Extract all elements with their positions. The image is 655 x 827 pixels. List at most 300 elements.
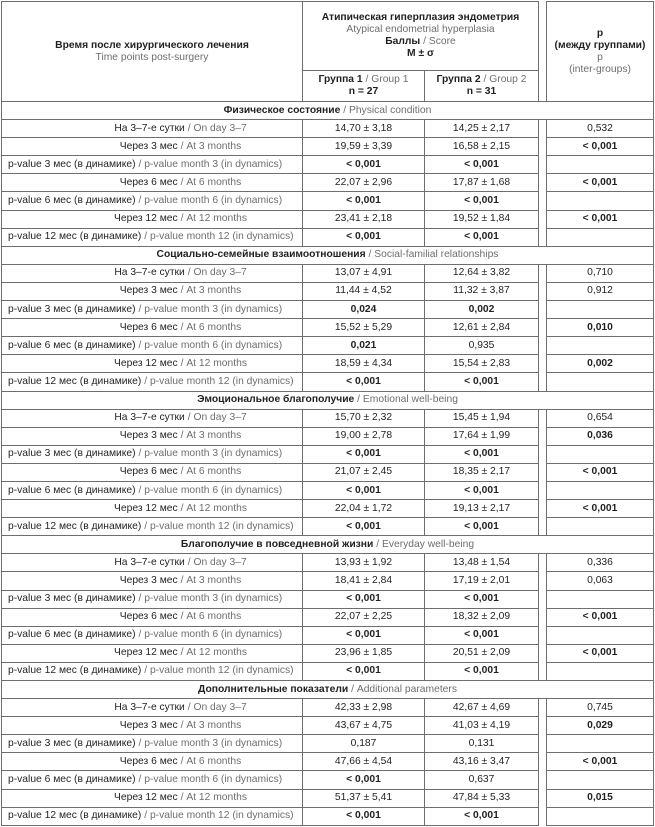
p-dynamics-row — [2, 192, 654, 210]
section-row — [2, 246, 654, 264]
group2-value: 13,48 ± 1,54 — [425, 554, 539, 572]
row-label-ru: Через 12 мес — [114, 213, 178, 225]
group1-value: 14,70 ± 3,18 — [303, 120, 425, 138]
row-label — [2, 500, 303, 518]
row-label-ru: p-value 3 мес (в динамике) — [8, 593, 136, 605]
row-label-en: p-value month 3 (in dynamics) — [144, 448, 283, 460]
p-value: < 0,001 — [547, 138, 654, 156]
row-label-en: p-value month 6 (in dynamics) — [144, 484, 283, 496]
slash: / — [180, 755, 184, 767]
p-dynamics-row — [2, 337, 654, 355]
slash: / — [357, 394, 361, 406]
slash: / — [144, 231, 148, 243]
row-label-ru: Через 3 мес — [119, 140, 178, 152]
gap-cell — [539, 572, 547, 590]
slash: / — [180, 719, 184, 731]
p-value — [547, 337, 654, 355]
p-dynamics-row — [2, 626, 654, 644]
group2-value: 47,84 ± 5,33 — [425, 789, 539, 807]
section-title — [2, 102, 654, 120]
row-label — [2, 789, 303, 807]
p-dynamics-row — [2, 771, 654, 789]
gap-cell — [539, 192, 547, 210]
gap-cell — [539, 138, 547, 156]
row-label-en: At 12 months — [186, 357, 247, 369]
row-label-en: At 6 months — [186, 466, 242, 478]
section-title — [2, 681, 654, 699]
group1-value: 0,187 — [303, 735, 425, 753]
p-value — [547, 807, 654, 825]
row-label-en: At 6 months — [186, 321, 242, 333]
p-value: 0,710 — [547, 264, 654, 282]
p-value: 0,532 — [547, 120, 654, 138]
p-dynamics-row — [2, 807, 654, 825]
gap-cell — [539, 373, 547, 391]
time-point-row — [2, 608, 654, 626]
row-label — [2, 228, 303, 246]
p-value — [547, 590, 654, 608]
row-label-en: At 12 months — [186, 647, 247, 659]
row-label-en: At 3 months — [186, 719, 242, 731]
gap-cell — [539, 500, 547, 518]
group2-value: 0,131 — [425, 735, 539, 753]
row-label-en: p-value month 12 (in dynamics) — [149, 810, 294, 822]
row-label-ru: На 3–7-е сутки — [114, 701, 185, 713]
p-value: 0,745 — [547, 699, 654, 717]
p-value: 0,029 — [547, 717, 654, 735]
p-dynamics-row — [2, 662, 654, 680]
group1-value: < 0,001 — [303, 156, 425, 174]
p-value: 0,036 — [547, 427, 654, 445]
row-label — [2, 481, 303, 499]
row-label-ru: Через 6 мес — [119, 755, 178, 767]
group2-value: 17,87 ± 1,68 — [425, 174, 539, 192]
section-title-ru: Благополучие в повседневной жизни — [180, 538, 374, 550]
row-label-ru: На 3–7-е сутки — [114, 122, 185, 134]
row-label-en: p-value month 12 (in dynamics) — [149, 520, 294, 532]
slash: / — [483, 74, 487, 85]
section-title-en: Physical condition — [348, 104, 432, 116]
group2-value: 43,16 ± 3,47 — [425, 753, 539, 771]
group1-value: 0,021 — [303, 337, 425, 355]
group2-title — [428, 74, 535, 86]
group2-value: 41,03 ± 4,19 — [425, 717, 539, 735]
row-label-en: At 6 months — [186, 176, 242, 188]
p-value: < 0,001 — [547, 210, 654, 228]
section-title-ru: Социально-семейные взаимоотношения — [156, 249, 366, 261]
slash: / — [138, 484, 142, 496]
p-label-en-p: p — [597, 51, 603, 63]
p-label-ru: (между группами) — [554, 39, 646, 51]
group1-value: 42,33 ± 2,98 — [303, 699, 425, 717]
section-title-en: Additional parameters — [356, 683, 457, 695]
slash: / — [138, 774, 142, 786]
group2-value: < 0,001 — [425, 807, 539, 825]
p-value — [547, 662, 654, 680]
gap-cell — [539, 699, 547, 717]
gap-cell — [539, 481, 547, 499]
group2-value: < 0,001 — [425, 373, 539, 391]
group1-title — [306, 74, 421, 86]
row-label-en: p-value month 6 (in dynamics) — [144, 774, 283, 786]
row-label-ru: p-value 12 мес (в динамике) — [8, 810, 142, 822]
row-label — [2, 662, 303, 680]
row-label — [2, 264, 303, 282]
group1-value: 22,04 ± 1,72 — [303, 500, 425, 518]
row-label — [2, 301, 303, 319]
p-dynamics-row — [2, 518, 654, 536]
row-label-ru: Через 12 мес — [114, 647, 178, 659]
time-point-row — [2, 174, 654, 192]
row-label-ru: Через 3 мес — [119, 285, 178, 297]
p-dynamics-row — [2, 590, 654, 608]
row-label-ru: p-value 3 мес (в динамике) — [8, 737, 136, 749]
section-title-ru: Дополнительные показатели — [198, 683, 349, 695]
group1-value: 21,07 ± 2,45 — [303, 463, 425, 481]
section-title — [2, 536, 654, 554]
slash: / — [180, 176, 184, 188]
row-label-en: p-value month 6 (in dynamics) — [144, 339, 283, 351]
time-point-row — [2, 427, 654, 445]
p-dynamics-row — [2, 156, 654, 174]
row-label-en: On day 3–7 — [193, 267, 247, 279]
group1-value: < 0,001 — [303, 626, 425, 644]
row-label-ru: p-value 3 мес (в динамике) — [8, 448, 136, 460]
row-label-en: At 3 months — [186, 430, 242, 442]
row-label-ru: Через 6 мес — [119, 611, 178, 623]
p-value — [547, 373, 654, 391]
group2-value: 0,002 — [425, 301, 539, 319]
section-title-ru: Эмоциональное благополучие — [197, 394, 355, 406]
p-value: < 0,001 — [547, 500, 654, 518]
row-label — [2, 626, 303, 644]
row-label-en: On day 3–7 — [193, 412, 247, 424]
section-row — [2, 681, 654, 699]
p-value: < 0,001 — [547, 174, 654, 192]
row-label-ru: Через 3 мес — [119, 574, 178, 586]
time-point-row — [2, 409, 654, 427]
group1-value: < 0,001 — [303, 192, 425, 210]
group1-value: 18,41 ± 2,84 — [303, 572, 425, 590]
time-point-row — [2, 554, 654, 572]
gap-cell — [539, 210, 547, 228]
row-label-en: At 6 months — [186, 611, 242, 623]
gap-cell — [539, 355, 547, 373]
p-value: < 0,001 — [547, 463, 654, 481]
row-label-en: At 12 months — [186, 502, 247, 514]
gap-cell — [539, 608, 547, 626]
slash: / — [423, 36, 426, 47]
row-label — [2, 156, 303, 174]
row-label-ru: p-value 6 мес (в динамике) — [8, 484, 136, 496]
row-label — [2, 554, 303, 572]
row-label — [2, 319, 303, 337]
p-dynamics-row — [2, 735, 654, 753]
section-title — [2, 391, 654, 409]
row-label-ru: На 3–7-е сутки — [114, 412, 185, 424]
group2-value: 17,19 ± 2,01 — [425, 572, 539, 590]
group1-value: 23,41 ± 2,18 — [303, 210, 425, 228]
score-en: Score — [428, 36, 456, 47]
group1-value: 19,59 ± 3,39 — [303, 138, 425, 156]
row-label — [2, 373, 303, 391]
group2-value: 12,64 ± 3,82 — [425, 264, 539, 282]
slash: / — [138, 339, 142, 351]
group2-header — [425, 71, 539, 102]
row-label-ru: Через 3 мес — [119, 719, 178, 731]
group2-value: 0,935 — [425, 337, 539, 355]
row-label — [2, 463, 303, 481]
group1-ru: Группа 1 — [318, 74, 363, 85]
gap-cell — [539, 427, 547, 445]
group1-n: n = 27 — [348, 86, 379, 97]
time-point-row — [2, 753, 654, 771]
row-label — [2, 699, 303, 717]
row-label-ru: Через 6 мес — [119, 176, 178, 188]
group1-value: 47,66 ± 4,54 — [303, 753, 425, 771]
row-label — [2, 174, 303, 192]
row-label — [2, 120, 303, 138]
slash: / — [187, 412, 191, 424]
row-label-ru: Через 12 мес — [114, 792, 178, 804]
time-point-row — [2, 120, 654, 138]
p-value: 0,912 — [547, 282, 654, 300]
time-point-row — [2, 319, 654, 337]
section-row — [2, 391, 654, 409]
group1-value: 19,00 ± 2,78 — [303, 427, 425, 445]
time-point-row — [2, 500, 654, 518]
row-label-ru: p-value 6 мес (в динамике) — [8, 195, 136, 207]
p-dynamics-row — [2, 445, 654, 463]
row-label — [2, 518, 303, 536]
group1-value: < 0,001 — [303, 662, 425, 680]
row-label-ru: Через 3 мес — [119, 430, 178, 442]
p-value — [547, 156, 654, 174]
row-label-en: p-value month 12 (in dynamics) — [149, 665, 294, 677]
group2-value: < 0,001 — [425, 662, 539, 680]
group1-value: 13,93 ± 1,92 — [303, 554, 425, 572]
group2-value: 42,67 ± 4,69 — [425, 699, 539, 717]
row-label-en: At 12 months — [186, 213, 247, 225]
row-label — [2, 445, 303, 463]
group1-value: 22,07 ± 2,96 — [303, 174, 425, 192]
slash: / — [138, 195, 142, 207]
time-point-row — [2, 463, 654, 481]
row-label — [2, 282, 303, 300]
slash: / — [180, 611, 184, 623]
gap-cell — [539, 264, 547, 282]
row-label-en: p-value month 3 (in dynamics) — [144, 158, 283, 170]
p-value — [547, 228, 654, 246]
group2-en: Group 2 — [489, 74, 527, 85]
gap-cell — [539, 301, 547, 319]
p-value: 0,063 — [547, 572, 654, 590]
gap-cell — [539, 282, 547, 300]
p-dynamics-row — [2, 301, 654, 319]
row-label — [2, 192, 303, 210]
slash: / — [138, 629, 142, 641]
slash: / — [365, 74, 369, 85]
group2-value: < 0,001 — [425, 445, 539, 463]
time-point-row — [2, 789, 654, 807]
p-value: < 0,001 — [547, 753, 654, 771]
row-label — [2, 807, 303, 825]
row-label-en: At 3 months — [186, 140, 242, 152]
row-label-ru: Через 12 мес — [114, 502, 178, 514]
group1-value: < 0,001 — [303, 373, 425, 391]
row-label-en: At 3 months — [186, 574, 242, 586]
group2-n: n = 31 — [466, 86, 497, 97]
gap-cell — [539, 626, 547, 644]
p-value: 0,654 — [547, 409, 654, 427]
row-label-en: At 12 months — [186, 792, 247, 804]
gap-cell — [539, 463, 547, 481]
row-label-en: On day 3–7 — [193, 701, 247, 713]
p-value: 0,336 — [547, 554, 654, 572]
row-label-ru: Через 12 мес — [114, 357, 178, 369]
gap-cell — [539, 554, 547, 572]
gap-cell — [539, 156, 547, 174]
time-point-row — [2, 355, 654, 373]
slash: / — [376, 538, 380, 550]
time-point-row — [2, 210, 654, 228]
gap-cell — [539, 518, 547, 536]
row-label — [2, 337, 303, 355]
group1-value: < 0,001 — [303, 590, 425, 608]
slash: / — [144, 375, 148, 387]
p-value — [547, 445, 654, 463]
gap-cell — [539, 771, 547, 789]
section-row — [2, 536, 654, 554]
group2-value: < 0,001 — [425, 626, 539, 644]
group2-value: 12,61 ± 2,84 — [425, 319, 539, 337]
mean-sd-label: M ± σ — [407, 48, 434, 59]
section-title — [2, 246, 654, 264]
group1-value: 15,70 ± 2,32 — [303, 409, 425, 427]
time-point-row — [2, 282, 654, 300]
slash: / — [180, 140, 184, 152]
p-value — [547, 301, 654, 319]
time-point-row — [2, 264, 654, 282]
slash: / — [138, 303, 142, 315]
group2-value: < 0,001 — [425, 156, 539, 174]
group1-value: 0,024 — [303, 301, 425, 319]
gap-cell — [539, 337, 547, 355]
p-label-en: (inter-groups) — [569, 63, 631, 75]
slash: / — [138, 158, 142, 170]
slash: / — [144, 520, 148, 532]
row-label-ru: p-value 12 мес (в динамике) — [8, 231, 142, 243]
group2-value: 20,51 ± 2,09 — [425, 644, 539, 662]
row-label — [2, 427, 303, 445]
row-label-ru: p-value 6 мес (в динамике) — [8, 629, 136, 641]
slash: / — [180, 574, 184, 586]
row-label-en: p-value month 3 (in dynamics) — [144, 593, 283, 605]
gap-cell — [539, 717, 547, 735]
group2-value: 14,25 ± 2,17 — [425, 120, 539, 138]
section-title-en: Everyday well-being — [381, 538, 475, 550]
group2-value: < 0,001 — [425, 590, 539, 608]
gap-cell — [539, 319, 547, 337]
gap-cell — [539, 644, 547, 662]
row-label — [2, 590, 303, 608]
row-label-en: p-value month 3 (in dynamics) — [144, 303, 283, 315]
row-label-ru: Через 6 мес — [119, 466, 178, 478]
row-label — [2, 735, 303, 753]
slash: / — [180, 285, 184, 297]
group2-value: < 0,001 — [425, 228, 539, 246]
p-value — [547, 481, 654, 499]
slash: / — [351, 683, 354, 695]
time-point-row — [2, 138, 654, 156]
p-value — [547, 626, 654, 644]
slash: / — [180, 792, 184, 804]
group2-value: 19,13 ± 2,17 — [425, 500, 539, 518]
slash: / — [180, 430, 184, 442]
row-label-ru: На 3–7-е сутки — [114, 267, 185, 279]
p-value — [547, 771, 654, 789]
time-column-header — [2, 2, 303, 102]
gap-cell — [539, 735, 547, 753]
section-row — [2, 102, 654, 120]
group-title-ru: Атипическая гиперплазия эндометрия — [321, 12, 520, 23]
group1-value: < 0,001 — [303, 518, 425, 536]
row-label — [2, 771, 303, 789]
row-label-en: p-value month 6 (in dynamics) — [144, 629, 283, 641]
row-label-ru: Через 6 мес — [119, 321, 178, 333]
time-column-header-ru: Время после хирургического лечения — [55, 39, 249, 51]
gap-cell — [539, 807, 547, 825]
group-title-en: Atypical endometrial hyperplasia — [346, 24, 495, 35]
slash: / — [180, 213, 184, 225]
group1-value: < 0,001 — [303, 481, 425, 499]
gap-cell — [539, 120, 547, 138]
slash: / — [144, 810, 148, 822]
results-table — [1, 1, 654, 826]
row-label-ru: p-value 6 мес (в динамике) — [8, 774, 136, 786]
group1-header — [303, 71, 425, 102]
row-label-en: On day 3–7 — [193, 122, 247, 134]
slash: / — [138, 448, 142, 460]
row-label-en: p-value month 3 (in dynamics) — [144, 737, 283, 749]
slash: / — [180, 647, 184, 659]
row-label-ru: p-value 6 мес (в динамике) — [8, 339, 136, 351]
gap-cell — [539, 228, 547, 246]
row-label-en: At 6 months — [186, 755, 242, 767]
section-title-en: Emotional well-being — [362, 394, 458, 406]
group1-value: < 0,001 — [303, 771, 425, 789]
group2-ru: Группа 2 — [436, 74, 481, 85]
group1-value: 18,59 ± 4,34 — [303, 355, 425, 373]
row-label — [2, 138, 303, 156]
p-value — [547, 735, 654, 753]
time-point-row — [2, 572, 654, 590]
row-label-ru: p-value 3 мес (в динамике) — [8, 158, 136, 170]
row-label-ru: p-value 12 мес (в динамике) — [8, 520, 142, 532]
gap-cell — [539, 753, 547, 771]
p-dynamics-row — [2, 228, 654, 246]
slash: / — [187, 122, 191, 134]
gap-cell — [539, 174, 547, 192]
slash: / — [187, 556, 191, 568]
group2-value: 11,32 ± 3,87 — [425, 282, 539, 300]
group2-value: 15,45 ± 1,94 — [425, 409, 539, 427]
row-label-ru: На 3–7-е сутки — [114, 556, 185, 568]
group2-value: 17,64 ± 1,99 — [425, 427, 539, 445]
section-title-ru: Физическое состояние — [223, 104, 341, 116]
row-label — [2, 717, 303, 735]
group2-value: 0,637 — [425, 771, 539, 789]
